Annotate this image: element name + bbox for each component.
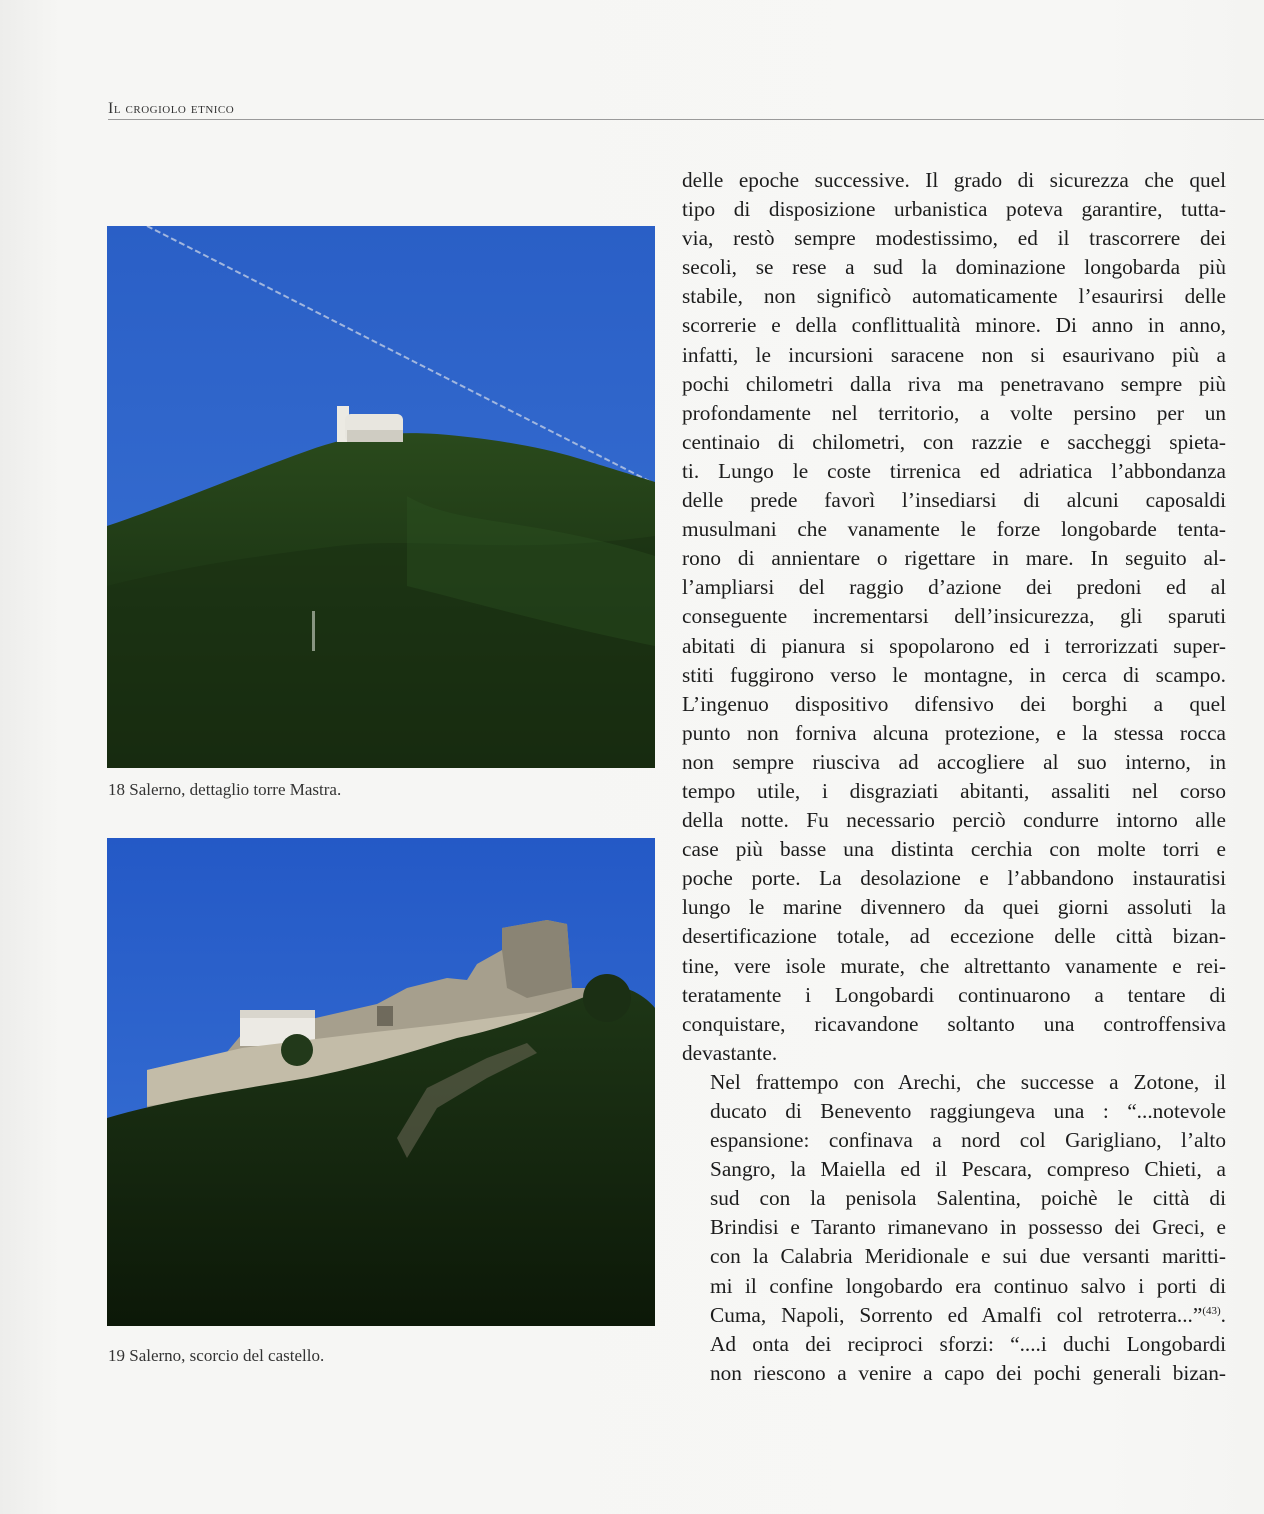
text-line: tine, vere isole murate, che altrettanto vanamente e rei- bbox=[682, 953, 1226, 978]
text-line: conquistare, ricavandone soltanto una controffensiva bbox=[682, 1011, 1226, 1036]
text-line: tipo di disposizione urbanistica poteva garantire, tutta- bbox=[682, 197, 1226, 222]
text-line: conseguente incrementarsi dell’insicurezza, gli sparuti bbox=[682, 604, 1226, 629]
text-line: delle epoche successive. Il grado di sicurezza che quel bbox=[682, 168, 1226, 192]
body-text-column bbox=[682, 166, 1226, 1388]
text-line: espansione: confinava a nord col Garigliano, l’alto bbox=[710, 1128, 1226, 1153]
text-line: delle prede favorì l’insediarsi di alcuni caposaldi bbox=[682, 488, 1226, 513]
text-line: sud con la penisola Salentina, poichè le città di bbox=[710, 1186, 1226, 1211]
paragraph-2 bbox=[682, 1068, 1226, 1388]
text-fragment: . bbox=[1220, 1302, 1226, 1327]
text-line: infatti, le incursioni saracene non si esaurivano più a bbox=[682, 342, 1226, 367]
text-line: ducato di Benevento raggiungeva una : “...notevole bbox=[710, 1099, 1226, 1123]
text-line: scorrerie e della conflittualità minore. Di anno in anno, bbox=[682, 313, 1226, 338]
text-line: ti. Lungo le coste tirrenica ed adriatica l’abbondanza bbox=[682, 458, 1226, 483]
header-rule bbox=[108, 119, 1264, 120]
text-line: case più basse una distinta cerchia con molte torri e bbox=[682, 837, 1226, 862]
text-line: stabile, non significò automaticamente l’esaurirsi delle bbox=[682, 284, 1226, 309]
footnote-reference: (43) bbox=[1202, 1304, 1221, 1317]
text-line bbox=[682, 1301, 1226, 1330]
text-line: Nel frattempo con Arechi, che successe a Zotone, il bbox=[710, 1069, 1226, 1094]
text-line: Sangro, la Maiella ed il Pescara, compreso Chieti, a bbox=[710, 1157, 1226, 1182]
running-head: Il crogiolo etnico bbox=[108, 100, 235, 117]
text-line: rono di annientare o rigettare in mare. In seguito al- bbox=[682, 546, 1226, 571]
paragraph-1 bbox=[682, 166, 1226, 1068]
text-fragment: Cuma, Napoli, Sorrento ed Amalfi col retroterra...” bbox=[710, 1302, 1203, 1327]
castello-image bbox=[107, 838, 655, 1326]
text-line: teratamente i Longobardi continuarono a tentare di bbox=[682, 982, 1226, 1007]
text-line: Brindisi e Taranto rimanevano in possesso dei Greci, e bbox=[710, 1215, 1226, 1240]
photo-castello bbox=[107, 838, 655, 1326]
text-line: non riescono a venire a capo dei pochi generali bizan- bbox=[710, 1360, 1226, 1385]
text-line: secoli, se rese a sud la dominazione longobarda più bbox=[682, 255, 1226, 280]
text-line: mi il confine longobardo era continuo salvo i porti di bbox=[710, 1273, 1226, 1298]
text-line: L’ingenuo dispositivo difensivo dei borghi a quel bbox=[682, 691, 1226, 716]
text-line: desertificazione totale, ad eccezione delle città bizan- bbox=[682, 924, 1226, 949]
text-line: musulmani che vanamente le forze longobarde tenta- bbox=[682, 517, 1226, 542]
text-line: pochi chilometri dalla riva ma penetravano sempre più bbox=[682, 371, 1226, 396]
text-line: devastante. bbox=[682, 1040, 778, 1065]
text-line: stiti fuggirono verso le montagne, in cerca di scampo. bbox=[682, 662, 1226, 687]
text-line: abitati di pianura si spopolarono ed i terrorizzati super- bbox=[682, 633, 1226, 658]
figure-19-caption: 19 Salerno, scorcio del castello. bbox=[108, 1346, 325, 1365]
text-line: poche porte. La desolazione e l’abbandono instauratisi bbox=[682, 866, 1226, 891]
text-line: centinaio di chilometri, con razzie e saccheggi spieta- bbox=[682, 429, 1226, 454]
text-line: tempo utile, i disgraziati abitanti, assaliti nel corso bbox=[682, 778, 1226, 803]
figure-18-caption: 18 Salerno, dettaglio torre Mastra. bbox=[108, 780, 342, 799]
text-line: l’ampliarsi del raggio d’azione dei predoni ed al bbox=[682, 575, 1226, 600]
figure-18 bbox=[107, 226, 655, 799]
photo-torre-mastra bbox=[107, 226, 655, 768]
text-line: della notte. Fu necessario perciò condurre intorno alle bbox=[682, 808, 1226, 833]
text-line: non sempre riusciva ad accogliere al suo interno, in bbox=[682, 749, 1226, 774]
text-line: lungo le marine divennero da quei giorni assoluti la bbox=[682, 895, 1226, 920]
text-line: con la Calabria Meridionale e sui due versanti maritti- bbox=[710, 1244, 1226, 1269]
text-line: Ad onta dei reciproci sforzi: “....i duchi Longobardi bbox=[710, 1331, 1226, 1356]
figure-19 bbox=[107, 838, 655, 1365]
text-line: profondamente nel territorio, a volte persino per un bbox=[682, 400, 1226, 425]
torre-mastra-image bbox=[107, 226, 655, 768]
text-line: via, restò sempre modestissimo, ed il trascorrere dei bbox=[682, 226, 1226, 251]
text-line: punto non forniva alcuna protezione, e la stessa rocca bbox=[682, 720, 1226, 745]
